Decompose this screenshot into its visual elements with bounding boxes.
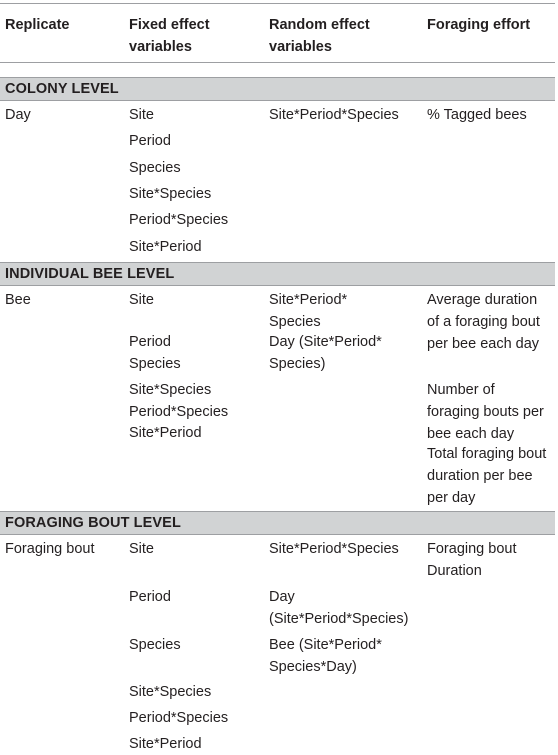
header-replicate: Replicate — [5, 17, 70, 33]
header-effort: Foraging effort — [427, 17, 531, 33]
fixed-cell: Period*Species — [129, 404, 229, 420]
header-rule — [0, 62, 555, 63]
replicate-cell: Foraging bout — [5, 541, 95, 557]
fixed-cell: Site*Species — [129, 684, 212, 700]
fixed-cell: Species — [129, 356, 181, 372]
fixed-cell: Period*Species — [129, 212, 229, 228]
fixed-cell: Site*Period — [129, 239, 202, 255]
effort-cell: % Tagged bees — [427, 107, 527, 123]
effort-cell: Foraging bout Duration — [427, 541, 517, 579]
top-rule — [0, 3, 555, 4]
fixed-cell: Site — [129, 107, 154, 123]
random-cell: Site*Period*Species — [269, 107, 399, 123]
fixed-cell: Species — [129, 637, 181, 653]
fixed-cell: Site*Species — [129, 186, 212, 202]
section-band-colony — [0, 77, 555, 101]
section-band-bee — [0, 262, 555, 286]
fixed-cell: Site — [129, 292, 154, 308]
section-title: INDIVIDUAL BEE LEVEL — [5, 266, 175, 282]
section-band-bout — [0, 511, 555, 535]
fixed-cell: Period*Species — [129, 710, 229, 726]
random-cell: Day (Site*Period* Species) — [269, 334, 382, 372]
effort-cell: Average duration of a foraging bout per bee each day — [427, 292, 540, 352]
effort-cell: Number of foraging bouts per bee each day — [427, 382, 544, 442]
random-cell: Site*Period*Species — [269, 541, 399, 557]
fixed-cell: Site*Period — [129, 425, 202, 441]
random-cell: Bee (Site*Period* Species*Day) — [269, 637, 382, 675]
fixed-cell: Site*Species — [129, 382, 212, 398]
random-cell: Day (Site*Period*Species) — [269, 589, 409, 627]
section-title: COLONY LEVEL — [5, 81, 119, 97]
fixed-cell: Site — [129, 541, 154, 557]
fixed-cell: Site*Period — [129, 736, 202, 752]
section-title: FORAGING BOUT LEVEL — [5, 515, 181, 531]
effort-cell: Total foraging bout duration per bee per day — [427, 446, 547, 506]
replicate-cell: Bee — [5, 292, 31, 308]
random-cell: Site*Period* Species — [269, 292, 348, 330]
header-random: Random effect variables — [269, 17, 370, 55]
fixed-cell: Period — [129, 133, 171, 149]
header-fixed: Fixed effect variables — [129, 17, 210, 55]
fixed-cell: Species — [129, 160, 181, 176]
fixed-cell: Period — [129, 334, 171, 350]
replicate-cell: Day — [5, 107, 31, 123]
fixed-cell: Period — [129, 589, 171, 605]
